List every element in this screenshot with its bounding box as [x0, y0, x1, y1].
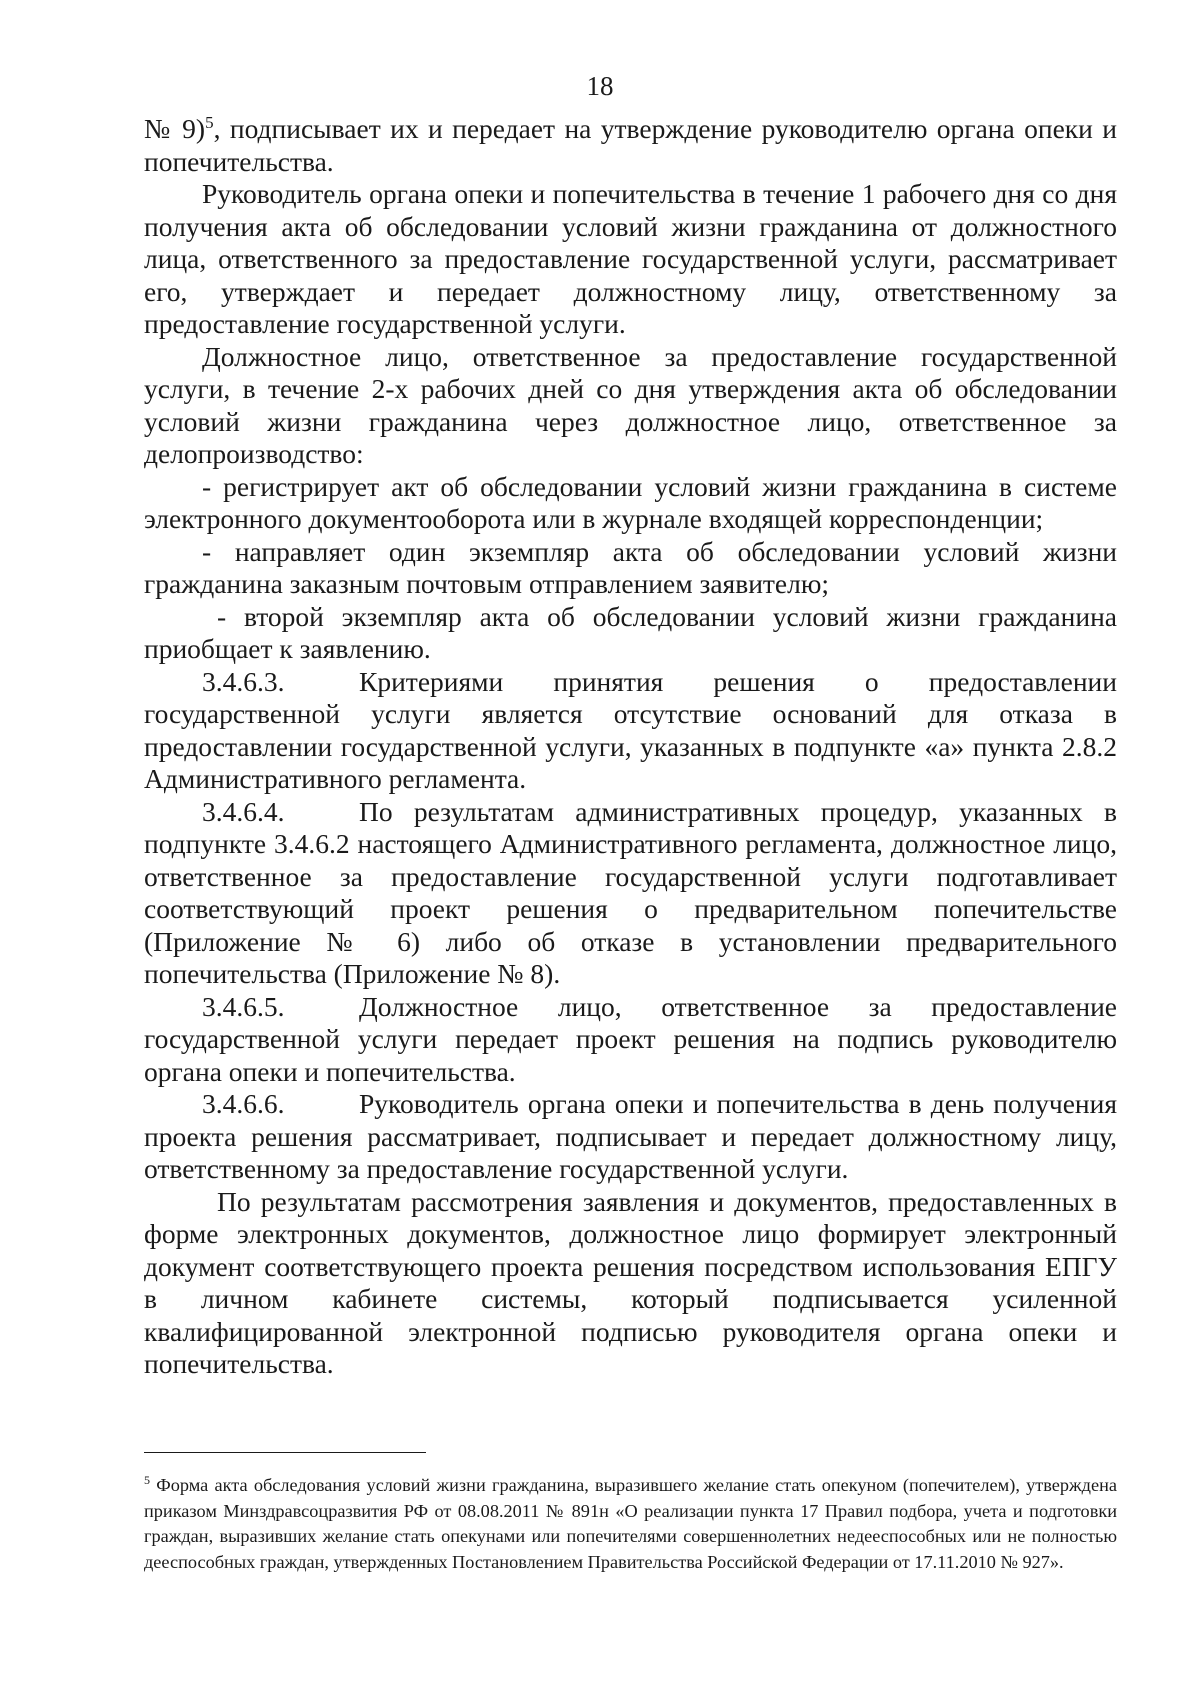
- body-text: [144, 113, 1117, 1381]
- paragraph-official-registration: Должностное лицо, ответственное за предоставление государственной услуги, в течение 2-х рабочих дней со дня утверждения акта об обследовании условий жизни гражданина через должностное лицо, ответственное за делопроизводство:: [144, 340, 1117, 469]
- paragraph-continuation: [144, 113, 1117, 178]
- clause-3-4-6-6: [144, 1088, 1117, 1186]
- clause-number: 3.4.6.5.: [202, 990, 285, 1022]
- footnote-separator: [144, 1452, 426, 1453]
- clause-number: 3.4.6.3.: [202, 665, 285, 697]
- footnote-text-block: [144, 1473, 1117, 1575]
- paragraph-head-review: Руководитель органа опеки и попечительства в течение 1 рабочего дня со дня получения акта об обследовании условий жизни гражданина от должностного лица, ответственного за предоставление государственной услуги, рассматривает его, утверждает и передает должностному лицу, ответственному за предоставление государственной услуги.: [144, 178, 1117, 339]
- paragraph-continuation-text: , подписывает их и передает на утверждение руководителю органа опеки и попечительства.: [144, 113, 1117, 177]
- list-item-send: - направляет один экземпляр акта об обследовании условий жизни гражданина заказным почтовым отправлением заявителю;: [144, 535, 1117, 599]
- list-item-register: - регистрирует акт об обследовании условий жизни гражданина в системе электронного документооборота или в журнале входящей корреспонденции;: [144, 470, 1117, 534]
- page-number: 18: [586, 71, 614, 101]
- footnote-marker: 5: [144, 1472, 150, 1487]
- clause-3-4-6-5: [144, 991, 1117, 1089]
- footnote-reference: 5: [205, 112, 214, 132]
- footnote: [144, 1473, 1117, 1575]
- paragraph-electronic-document: По результатам рассмотрения заявления и документов, предоставленных в форме электронных документов, должностное лицо формирует электронный документ соответствующего проекта решения посредством использования ЕПГУ в личном кабинете системы, который подписывается усиленной квалифицированной электронной подписью руководителя органа опеки и попечительства.: [144, 1185, 1117, 1379]
- clause-text: Руководитель органа опеки и попечительства в день получения проекта решения рассматривает, подписывает и передает должностному лицу, ответственному за предоставление государственной услуги.: [144, 1088, 1117, 1184]
- clause-text: Должностное лицо, ответственное за предоставление государственной услуги передает проект решения на подпись руководителю органа опеки и попечительства.: [144, 990, 1117, 1087]
- clause-text: По результатам административных процедур, указанных в подпункте 3.4.6.2 настоящего Административного регламента, должностное лицо, ответственное за предоставление государственной услуги подготавливает соответствующий проект решения о предварительном попечительстве (Приложение № 6) либо об отказе в установлении предварительного попечительства (Приложение № 8).: [144, 795, 1117, 989]
- footnote-text: Форма акта обследования условий жизни гражданина, выразившего желание стать опекуном (попечителем), утверждена приказом Минздравсоцразвития РФ от 08.08.2011 № 891н «О реализации пункта 17 Правил подбора, учета и подготовки граждан, выразивших желание стать опекунами или попечителями совершеннолетних недееспособных или не полностью дееспособных граждан, утвержденных Постановлением Правительства Российской Федерации от 17.11.2010 № 927».: [144, 1475, 1117, 1572]
- clause-number: 3.4.6.4.: [202, 795, 285, 827]
- clause-3-4-6-4: [144, 796, 1117, 991]
- list-item-attach: - второй экземпляр акта об обследовании условий жизни гражданина приобщает к заявлению.: [144, 600, 1117, 664]
- paragraph-continuation-prefix: № 9): [144, 113, 206, 144]
- clause-text: Критериями принятия решения о предоставлении государственной услуги является отсутствие оснований для отказа в предоставлении государственной услуги, указанных в подпункте «а» пункта 2.8.2 Административного регламента.: [144, 665, 1117, 794]
- clause-number: 3.4.6.6.: [202, 1088, 285, 1119]
- clause-3-4-6-3: [144, 666, 1117, 796]
